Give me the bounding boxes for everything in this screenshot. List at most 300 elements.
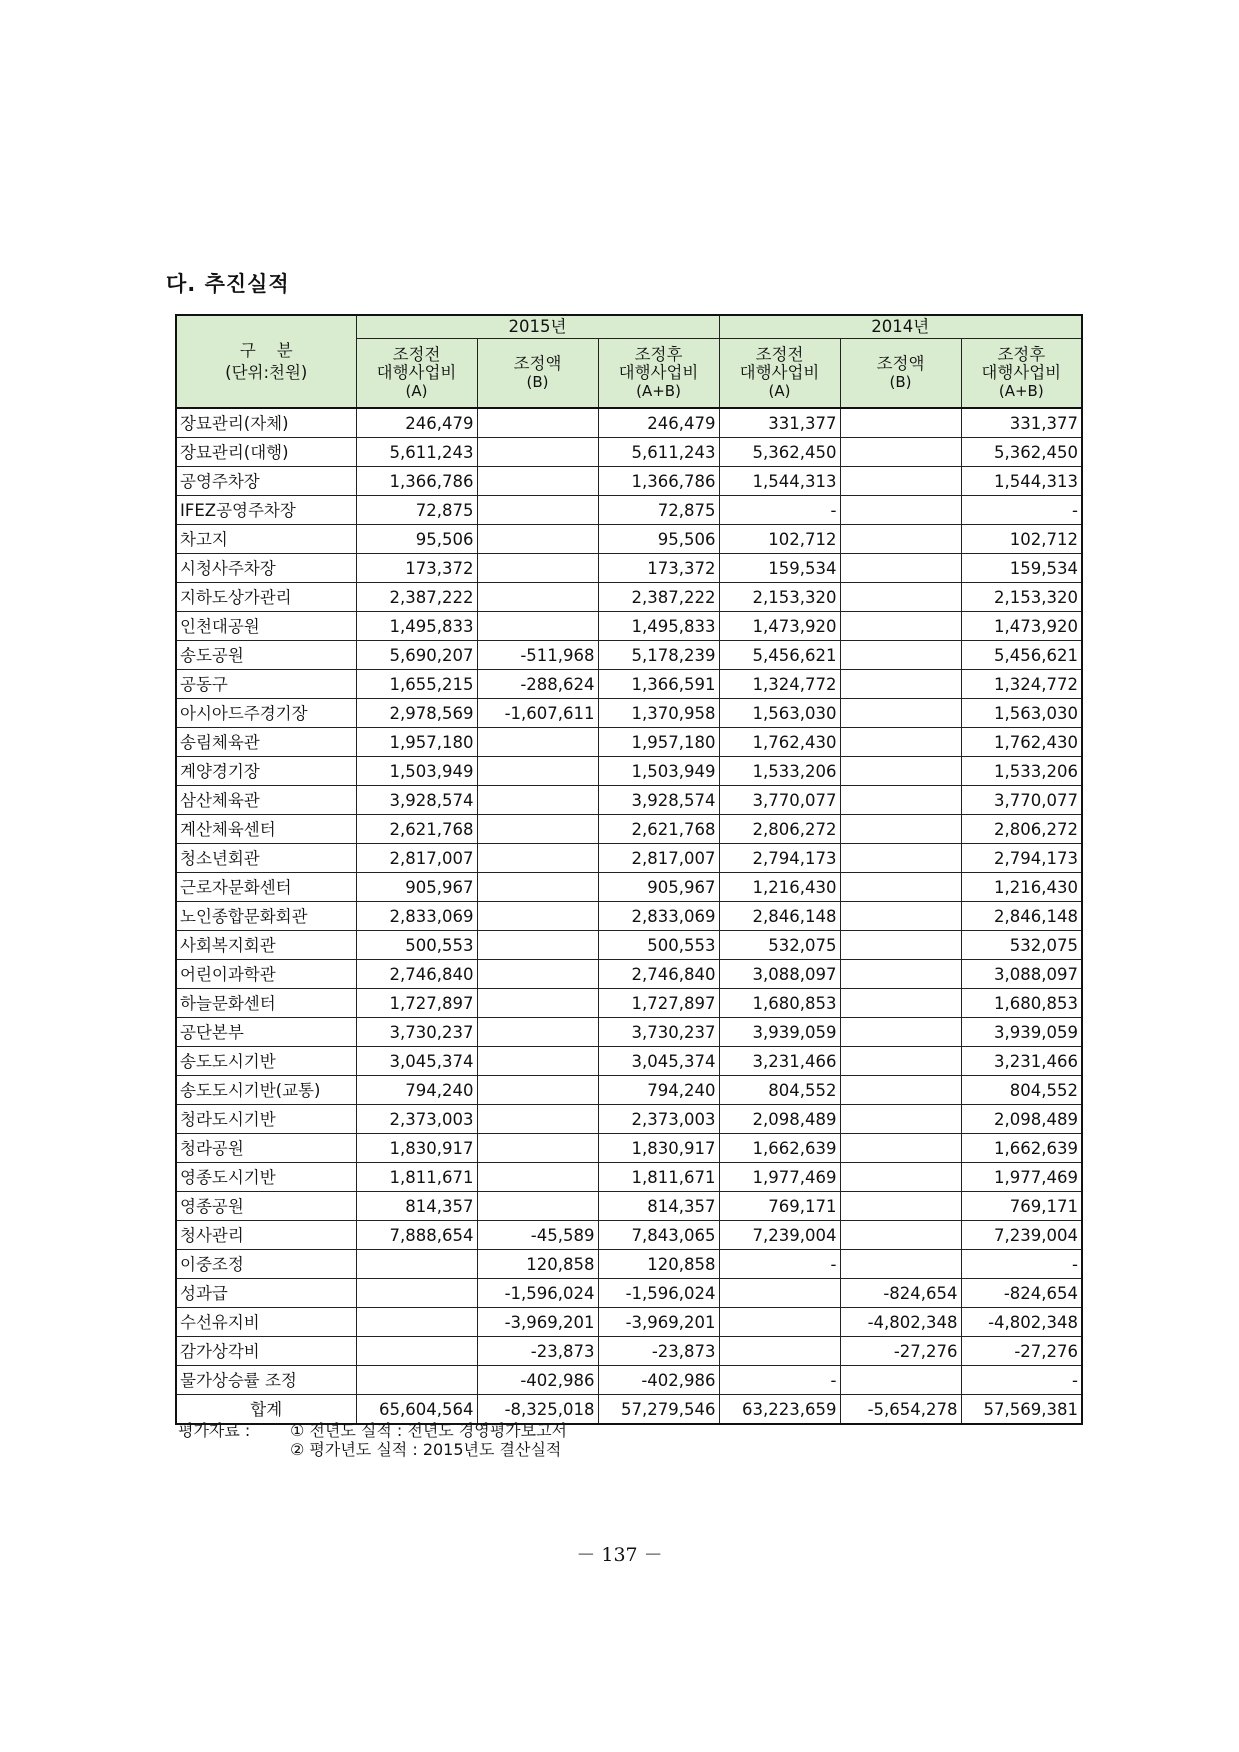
cell-2015-after: 3,730,237 [598,1018,719,1047]
table-row [176,1366,1082,1395]
cell-2014-adjustment [840,408,961,438]
cell-2014-before: 3,231,466 [719,1047,840,1076]
cell-2014-after: 2,153,320 [961,583,1082,612]
table-row [176,1192,1082,1221]
cell-2014-before: 804,552 [719,1076,840,1105]
cell-2014-before [719,1279,840,1308]
table-row [176,1105,1082,1134]
cell-2015-adjustment: -511,968 [477,641,598,670]
total-row [176,1395,1082,1425]
cell-2014-before: 1,762,430 [719,728,840,757]
cell-2015-before: 3,045,374 [356,1047,477,1076]
cell-2014-adjustment [840,1134,961,1163]
cell-2014-before: 102,712 [719,525,840,554]
cell-2015-adjustment [477,873,598,902]
cell-2014-after: 2,794,173 [961,844,1082,873]
cell-2014-after: 804,552 [961,1076,1082,1105]
cell-2015-after: 5,611,243 [598,438,719,467]
header-2015-adjustment: 조정액 (B) [477,339,598,409]
source-notes [178,1421,567,1459]
cell-2015-before: 814,357 [356,1192,477,1221]
row-label: 계산체육센터 [176,815,356,844]
cell-2014-after: 1,473,920 [961,612,1082,641]
cell-2015-before: 905,967 [356,873,477,902]
table-row [176,1047,1082,1076]
cell-2015-after: -1,596,024 [598,1279,719,1308]
cell-2014-after: 2,846,148 [961,902,1082,931]
cell-2014-adjustment [840,525,961,554]
cell-2014-before: 2,846,148 [719,902,840,931]
cell-2014-after: -4,802,348 [961,1308,1082,1337]
row-label: 송림체육관 [176,728,356,757]
cell-2014-before: 5,456,621 [719,641,840,670]
cell-2015-adjustment [477,408,598,438]
cell-2014-before: 63,223,659 [719,1395,840,1425]
cell-2015-after: 3,928,574 [598,786,719,815]
cell-2014-after: - [961,1366,1082,1395]
cell-2015-after: 2,817,007 [598,844,719,873]
header-2014-after: 조정후 대행사업비 (A+B) [961,339,1082,409]
cell-2014-adjustment [840,699,961,728]
row-label: 시청사주차장 [176,554,356,583]
cell-2015-adjustment [477,496,598,525]
row-label: 수선유지비 [176,1308,356,1337]
cell-2015-adjustment: -288,624 [477,670,598,699]
row-label: 장묘관리(대행) [176,438,356,467]
cell-2014-after: 3,939,059 [961,1018,1082,1047]
cell-2015-after: 1,503,949 [598,757,719,786]
cell-2015-before: 2,387,222 [356,583,477,612]
table-row [176,467,1082,496]
table-row [176,1018,1082,1047]
cell-2015-after: 1,366,591 [598,670,719,699]
cell-2015-before: 246,479 [356,408,477,438]
cell-2014-before: 1,216,430 [719,873,840,902]
cell-2015-before: 1,727,897 [356,989,477,1018]
row-label: 차고지 [176,525,356,554]
cell-2015-before: 3,928,574 [356,786,477,815]
table-row [176,757,1082,786]
cell-2015-adjustment [477,786,598,815]
table-row [176,989,1082,1018]
cell-2015-after: -402,986 [598,1366,719,1395]
row-label: 성과급 [176,1279,356,1308]
row-label: 감가상각비 [176,1337,356,1366]
cell-2014-after: 1,324,772 [961,670,1082,699]
notes-lead: 평가자료 : [178,1421,251,1440]
cell-2014-after: 1,762,430 [961,728,1082,757]
cell-2014-adjustment: -4,802,348 [840,1308,961,1337]
cell-2014-after: 3,231,466 [961,1047,1082,1076]
row-label: 지하도상가관리 [176,583,356,612]
cell-2015-before [356,1308,477,1337]
cell-2015-before: 5,611,243 [356,438,477,467]
header-category [176,315,356,408]
cell-2014-after: 331,377 [961,408,1082,438]
cell-2014-adjustment [840,612,961,641]
table-row [176,1308,1082,1337]
row-label: 인천대공원 [176,612,356,641]
cell-2014-adjustment [840,1105,961,1134]
cell-2014-before: 1,533,206 [719,757,840,786]
cell-2015-before: 2,373,003 [356,1105,477,1134]
cell-2014-adjustment [840,1366,961,1395]
cell-2015-after: 1,366,786 [598,467,719,496]
cell-2014-adjustment [840,786,961,815]
cell-2015-before: 95,506 [356,525,477,554]
row-label: 하늘문화센터 [176,989,356,1018]
cell-2014-before: 159,534 [719,554,840,583]
cell-2014-adjustment [840,1250,961,1279]
table-row [176,583,1082,612]
header-year-2014: 2014년 [719,315,1082,339]
cell-2014-before: 3,939,059 [719,1018,840,1047]
cell-2014-after: - [961,496,1082,525]
row-label: 공영주차장 [176,467,356,496]
table-row [176,902,1082,931]
row-label: 근로자문화센터 [176,873,356,902]
cell-2014-before: - [719,1250,840,1279]
table-row [176,960,1082,989]
cell-2015-before: 3,730,237 [356,1018,477,1047]
cell-2014-adjustment [840,728,961,757]
cell-2015-before [356,1366,477,1395]
cell-2015-after: 173,372 [598,554,719,583]
cell-2014-after: 769,171 [961,1192,1082,1221]
cell-2014-after: 3,088,097 [961,960,1082,989]
cell-2014-before: 1,977,469 [719,1163,840,1192]
cell-2015-adjustment [477,844,598,873]
cell-2015-after: 1,957,180 [598,728,719,757]
cell-2014-before: 1,544,313 [719,467,840,496]
row-label: 공동구 [176,670,356,699]
cell-2014-adjustment [840,1192,961,1221]
table-row [176,728,1082,757]
cell-2014-adjustment: -824,654 [840,1279,961,1308]
cell-2014-after: 57,569,381 [961,1395,1082,1425]
notes-line-1: ① 전년도 실적 : 전년도 경영평가보고서 [290,1421,568,1440]
table-row [176,1163,1082,1192]
cell-2014-before [719,1308,840,1337]
cell-2015-after: 95,506 [598,525,719,554]
cell-2015-after: 2,746,840 [598,960,719,989]
cell-2015-after: 72,875 [598,496,719,525]
cell-2014-before: 1,473,920 [719,612,840,641]
cell-2015-after: 1,830,917 [598,1134,719,1163]
cell-2015-adjustment [477,525,598,554]
cell-2014-before: 1,324,772 [719,670,840,699]
cell-2015-adjustment: -23,873 [477,1337,598,1366]
cell-2014-before: 331,377 [719,408,840,438]
cell-2014-after: 1,533,206 [961,757,1082,786]
cell-2015-adjustment [477,960,598,989]
cell-2015-after: 5,178,239 [598,641,719,670]
table-row [176,1279,1082,1308]
row-label: 장묘관리(자체) [176,408,356,438]
row-label: 청라공원 [176,1134,356,1163]
cell-2014-after: 1,216,430 [961,873,1082,902]
cell-2015-before: 500,553 [356,931,477,960]
table-row [176,1134,1082,1163]
row-label: 영종도시기반 [176,1163,356,1192]
row-label: 공단본부 [176,1018,356,1047]
table-row [176,525,1082,554]
table-row [176,815,1082,844]
cell-2015-after: 120,858 [598,1250,719,1279]
table-row [176,931,1082,960]
cell-2015-before: 1,830,917 [356,1134,477,1163]
cell-2015-after: 1,727,897 [598,989,719,1018]
cell-2014-before: 3,770,077 [719,786,840,815]
cell-2014-after: 7,239,004 [961,1221,1082,1250]
cell-2014-adjustment [840,844,961,873]
cell-2014-adjustment [840,1163,961,1192]
cell-2015-adjustment [477,1192,598,1221]
cell-2014-adjustment [840,757,961,786]
cell-2014-before [719,1337,840,1366]
cell-2015-adjustment [477,583,598,612]
cell-2014-adjustment [840,960,961,989]
cell-2015-after: 2,621,768 [598,815,719,844]
cell-2014-before: 3,088,097 [719,960,840,989]
cell-2014-before: 5,362,450 [719,438,840,467]
cell-2015-adjustment: -3,969,201 [477,1308,598,1337]
cell-2015-after: 2,387,222 [598,583,719,612]
cell-2015-before [356,1250,477,1279]
row-label: 삼산체육관 [176,786,356,815]
table-row [176,408,1082,438]
table-row [176,670,1082,699]
cell-2015-before: 2,817,007 [356,844,477,873]
cell-2014-before: 1,662,639 [719,1134,840,1163]
cell-2015-adjustment [477,728,598,757]
performance-table [175,314,1083,1425]
table-row [176,1221,1082,1250]
table-body [176,408,1082,1424]
cell-2015-before: 2,978,569 [356,699,477,728]
cell-2015-adjustment [477,1134,598,1163]
cell-2014-after: 1,544,313 [961,467,1082,496]
cell-2015-before: 1,366,786 [356,467,477,496]
table-row [176,496,1082,525]
cell-2015-adjustment [477,1163,598,1192]
cell-2015-after: 500,553 [598,931,719,960]
table-row [176,641,1082,670]
cell-2015-before: 1,957,180 [356,728,477,757]
cell-2014-adjustment [840,438,961,467]
cell-2015-adjustment: -402,986 [477,1366,598,1395]
cell-2014-before: 769,171 [719,1192,840,1221]
cell-2015-after: 1,811,671 [598,1163,719,1192]
cell-2014-after: 1,662,639 [961,1134,1082,1163]
cell-2015-adjustment [477,612,598,641]
cell-2015-after: 905,967 [598,873,719,902]
cell-2014-adjustment [840,873,961,902]
row-label: 송도도시기반 [176,1047,356,1076]
cell-2014-after: 1,680,853 [961,989,1082,1018]
cell-2014-after: -824,654 [961,1279,1082,1308]
row-label: 아시아드주경기장 [176,699,356,728]
section-title: 다. 추진실적 [166,272,290,296]
row-label: 영종공원 [176,1192,356,1221]
cell-2015-adjustment [477,1105,598,1134]
row-label: 계양경기장 [176,757,356,786]
header-2014-adjustment: 조정액 (B) [840,339,961,409]
cell-2014-adjustment [840,583,961,612]
cell-2015-before: 794,240 [356,1076,477,1105]
cell-2015-adjustment: -1,607,611 [477,699,598,728]
cell-2015-before: 72,875 [356,496,477,525]
cell-2014-after: 1,977,469 [961,1163,1082,1192]
cell-2014-after: 2,098,489 [961,1105,1082,1134]
cell-2015-after: 814,357 [598,1192,719,1221]
cell-2014-adjustment [840,641,961,670]
table-row [176,554,1082,583]
table-row [176,786,1082,815]
table-row [176,699,1082,728]
table-row [176,1337,1082,1366]
cell-2015-adjustment [477,902,598,931]
row-label: 송도도시기반(교통) [176,1076,356,1105]
row-label: 청소년회관 [176,844,356,873]
cell-2015-after: 246,479 [598,408,719,438]
cell-2015-before [356,1279,477,1308]
table-row [176,612,1082,641]
cell-2015-adjustment [477,1076,598,1105]
cell-2015-after: -3,969,201 [598,1308,719,1337]
cell-2015-after: 2,373,003 [598,1105,719,1134]
page-number: － 137 － [576,1544,663,1566]
cell-2014-adjustment [840,670,961,699]
cell-2015-adjustment: -45,589 [477,1221,598,1250]
cell-2014-adjustment [840,496,961,525]
cell-2014-adjustment [840,1076,961,1105]
cell-2014-adjustment [840,1221,961,1250]
row-label: 사회복지회관 [176,931,356,960]
cell-2015-before: 1,503,949 [356,757,477,786]
notes-line-2: ② 평가년도 실적 : 2015년도 결산실적 [290,1440,562,1459]
cell-2014-before: 2,153,320 [719,583,840,612]
header-category-label: 구 분 [239,340,293,360]
row-label: 어린이과학관 [176,960,356,989]
cell-2014-adjustment: -27,276 [840,1337,961,1366]
cell-2015-before: 2,833,069 [356,902,477,931]
row-label: 이중조정 [176,1250,356,1279]
cell-2015-after: 3,045,374 [598,1047,719,1076]
row-label: 노인종합문화회관 [176,902,356,931]
cell-2015-adjustment: -8,325,018 [477,1395,598,1425]
total-label: 합계 [176,1395,356,1425]
header-year-2015: 2015년 [356,315,719,339]
cell-2015-adjustment: -1,596,024 [477,1279,598,1308]
table-row [176,438,1082,467]
cell-2014-adjustment [840,467,961,496]
cell-2014-after: 1,563,030 [961,699,1082,728]
cell-2014-after: 102,712 [961,525,1082,554]
cell-2014-adjustment [840,815,961,844]
cell-2014-adjustment [840,1018,961,1047]
cell-2014-after: 5,456,621 [961,641,1082,670]
header-2014-before: 조정전 대행사업비 (A) [719,339,840,409]
cell-2015-before: 2,746,840 [356,960,477,989]
cell-2015-adjustment [477,438,598,467]
cell-2015-after: 1,370,958 [598,699,719,728]
cell-2015-adjustment [477,467,598,496]
cell-2014-after: -27,276 [961,1337,1082,1366]
cell-2014-adjustment [840,1047,961,1076]
cell-2014-before: - [719,1366,840,1395]
cell-2015-before: 7,888,654 [356,1221,477,1250]
cell-2015-after: 794,240 [598,1076,719,1105]
cell-2015-adjustment: 120,858 [477,1250,598,1279]
cell-2015-before: 173,372 [356,554,477,583]
cell-2014-adjustment [840,989,961,1018]
cell-2015-before: 1,811,671 [356,1163,477,1192]
cell-2014-after: 159,534 [961,554,1082,583]
table-row [176,1076,1082,1105]
row-label: 청사관리 [176,1221,356,1250]
cell-2015-adjustment [477,989,598,1018]
cell-2015-adjustment [477,931,598,960]
cell-2014-adjustment: -5,654,278 [840,1395,961,1425]
cell-2014-before: 7,239,004 [719,1221,840,1250]
table-row [176,844,1082,873]
cell-2015-adjustment [477,554,598,583]
cell-2014-before: 532,075 [719,931,840,960]
cell-2015-after: 1,495,833 [598,612,719,641]
table-row [176,873,1082,902]
cell-2014-after: 532,075 [961,931,1082,960]
row-label: 청라도시기반 [176,1105,356,1134]
cell-2015-before: 2,621,768 [356,815,477,844]
cell-2014-after: 2,806,272 [961,815,1082,844]
cell-2014-after: 3,770,077 [961,786,1082,815]
cell-2014-before: - [719,496,840,525]
row-label: 물가상승률 조정 [176,1366,356,1395]
cell-2015-before: 1,495,833 [356,612,477,641]
cell-2014-after: 5,362,450 [961,438,1082,467]
table-row [176,1250,1082,1279]
cell-2014-before: 1,563,030 [719,699,840,728]
cell-2015-before: 5,690,207 [356,641,477,670]
header-year-row [176,315,1082,339]
cell-2014-adjustment [840,554,961,583]
cell-2015-after: 57,279,546 [598,1395,719,1425]
row-label: IFEZ공영주차장 [176,496,356,525]
cell-2015-after: 7,843,065 [598,1221,719,1250]
cell-2015-adjustment [477,1047,598,1076]
cell-2015-before [356,1337,477,1366]
header-2015-before: 조정전 대행사업비 (A) [356,339,477,409]
cell-2014-before: 2,794,173 [719,844,840,873]
cell-2015-adjustment [477,815,598,844]
cell-2014-before: 2,098,489 [719,1105,840,1134]
cell-2015-adjustment [477,757,598,786]
cell-2014-adjustment [840,902,961,931]
row-label: 송도공원 [176,641,356,670]
cell-2014-adjustment [840,931,961,960]
header-unit-label: (단위:천원) [225,362,308,382]
cell-2014-before: 2,806,272 [719,815,840,844]
header-2015-after: 조정후 대행사업비 (A+B) [598,339,719,409]
cell-2015-after: -23,873 [598,1337,719,1366]
cell-2015-before: 1,655,215 [356,670,477,699]
cell-2015-after: 2,833,069 [598,902,719,931]
cell-2014-after: - [961,1250,1082,1279]
cell-2014-before: 1,680,853 [719,989,840,1018]
cell-2015-before: 65,604,564 [356,1395,477,1425]
cell-2015-adjustment [477,1018,598,1047]
